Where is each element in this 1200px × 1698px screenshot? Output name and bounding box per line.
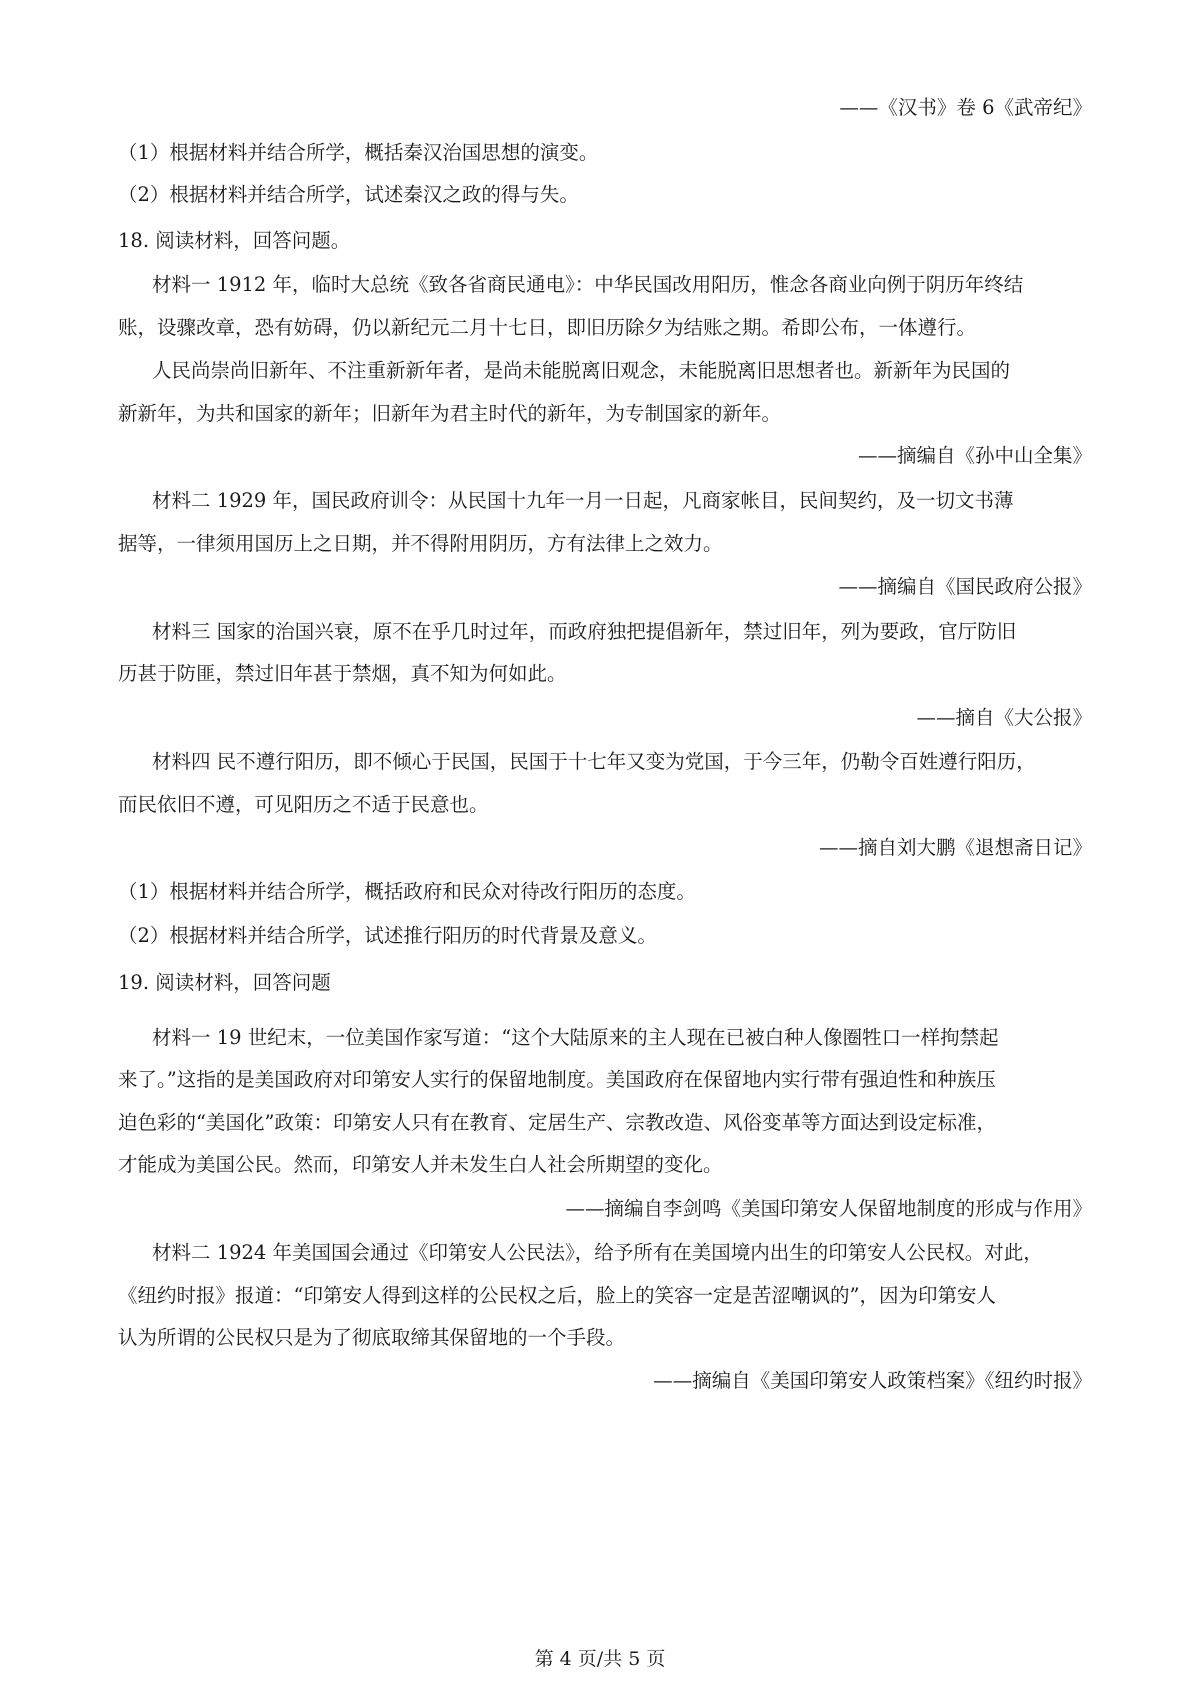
q18-material-4-line: 而民依旧不遵，可见阳历之不适于民意也。 — [118, 793, 489, 816]
q18-material-1-line: 账，设骤改章，恐有妨碍，仍以新纪元二月十七日，即旧历除夕为结账之期。希即公布，一体遵行。 — [118, 316, 977, 339]
q18-material-1-line: 材料一 1912 年，临时大总统《致各省商民通电》：中华民国改用阳历，惟念各商业向例于阴历年终结 — [152, 273, 1024, 296]
q19-material-2-line: 材料二 1924 年美国国会通过《印第安人公民法》，给予所有在美国境内出生的印第安人公民权。对此， — [152, 1241, 1043, 1264]
q18-material-1-line: 人民尚崇尚旧新年、不注重新新年者，是尚未能脱离旧观念，未能脱离旧思想者也。新新年为民国的 — [152, 359, 1011, 382]
q19-material-2-line: 认为所谓的公民权只是为了彻底取缔其保留地的一个手段。 — [118, 1326, 626, 1349]
q19-material-1-line: 迫色彩的“美国化”政策：印第安人只有在教育、定居生产、宗教改造、风俗变革等方面达到设定标准， — [118, 1111, 996, 1134]
q19-material-1-line: 来了。”这指的是美国政府对印第安人实行的保留地制度。美国政府在保留地内实行带有强迫性和种族压 — [118, 1068, 996, 1091]
q18-material-3-source: ——摘自《大公报》 — [916, 706, 1092, 729]
q19-material-1-line: 材料一 19 世纪末，一位美国作家写道：“这个大陆原来的主人现在已被白种人像圈牲口一样拘禁起 — [152, 1026, 999, 1049]
q19-material-1-line: 才能成为美国公民。然而，印第安人并未发生白人社会所期望的变化。 — [118, 1153, 723, 1176]
q18-subquestion-2: （2）根据材料并结合所学，试述推行阳历的时代背景及意义。 — [118, 924, 657, 947]
q18-material-2-source: ——摘编自《国民政府公报》 — [838, 575, 1092, 598]
q17-subquestion-2: （2）根据材料并结合所学，试述秦汉之政的得与失。 — [118, 183, 579, 206]
q19-title: 19. 阅读材料，回答问题 — [118, 971, 331, 994]
q17-source: ——《汉书》卷 6《武帝纪》 — [839, 96, 1092, 119]
q18-material-3-line: 历甚于防匪，禁过旧年甚于禁烟，真不知为何如此。 — [118, 662, 567, 685]
q19-material-1-source: ——摘编自李剑鸣《美国印第安人保留地制度的形成与作用》 — [565, 1197, 1092, 1220]
q18-material-4-source: ——摘自刘大鹏《退想斋日记》 — [818, 836, 1092, 859]
q18-material-2-line: 据等，一律须用国历上之日期，并不得附用阴历，方有法律上之效力。 — [118, 532, 723, 555]
q18-material-1-line: 新新年，为共和国家的新年；旧新年为君主时代的新年，为专制国家的新年。 — [118, 402, 782, 425]
page-number: 第 4 页/共 5 页 — [534, 1648, 666, 1670]
q18-title: 18. 阅读材料，回答问题。 — [118, 229, 351, 252]
q18-material-1-source: ——摘编自《孙中山全集》 — [857, 444, 1092, 467]
q19-material-2-source: ——摘编自《美国印第安人政策档案》《纽约时报》 — [653, 1369, 1092, 1392]
q18-material-3-line: 材料三 国家的治国兴衰，原不在乎几时过年，而政府独把提倡新年，禁过旧年，列为要政，官厅防旧 — [152, 620, 1017, 643]
q18-material-2-line: 材料二 1929 年，国民政府训令：从民国十九年一月一日起，凡商家帐目，民间契约，及一切文书薄 — [152, 489, 1014, 512]
q18-material-4-line: 材料四 民不遵行阳历，即不倾心于民国，民国于十七年又变为党国，于今三年，仍勒令百姓遵行阳历， — [152, 750, 1036, 773]
q18-subquestion-1: （1）根据材料并结合所学，概括政府和民众对待改行阳历的态度。 — [118, 880, 696, 903]
q19-material-2-line: 《纽约时报》报道：“印第安人得到这样的公民权之后，脸上的笑容一定是苦涩嘲讽的”，因为印第安人 — [118, 1284, 996, 1307]
q17-subquestion-1: （1）根据材料并结合所学，概括秦汉治国思想的演变。 — [118, 141, 599, 164]
